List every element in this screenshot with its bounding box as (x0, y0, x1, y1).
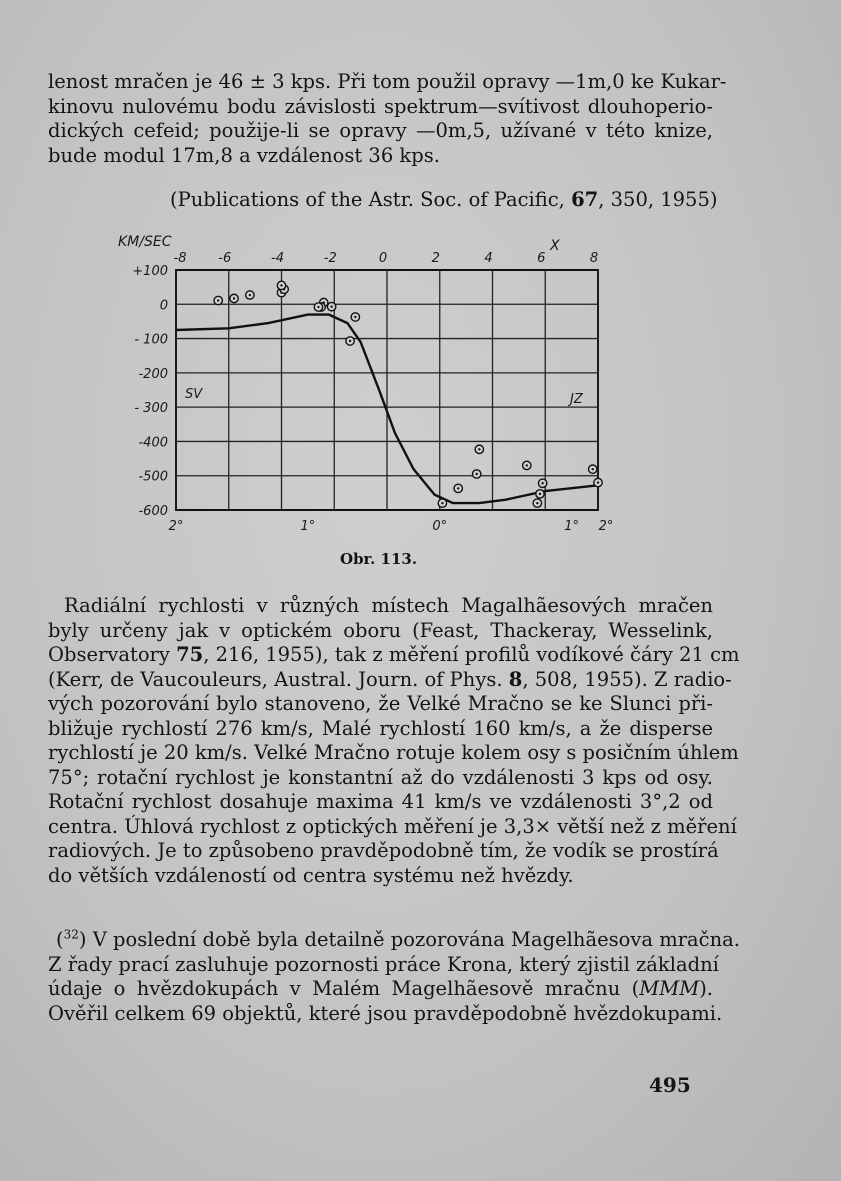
data-point (536, 490, 544, 498)
data-point-center (330, 305, 332, 307)
text-line: 75°; rotační rychlost je konstantní až do vzdálenosti 3 kps od osy. (48, 765, 713, 789)
chart-tick-labels (118, 234, 613, 534)
text-line: Z řady prací zasluhuje pozornosti práce Krona, který zjistil základní (48, 952, 719, 976)
text-line: dických cefeid; použije-li se opravy —0m,5, užívané v této knize, (48, 119, 713, 142)
data-point-center (478, 448, 480, 450)
bottom-tick-label: 2° (598, 519, 614, 534)
data-point (594, 478, 602, 486)
text-line: lenost mračen je 46 ± 3 kps. Při tom použil opravy —1m,0 ke Kukar- (48, 70, 727, 93)
bottom-tick-label: 1° (564, 519, 580, 534)
data-point (246, 291, 254, 299)
figure-caption: Obr. 113. (340, 550, 418, 568)
data-point-center (217, 299, 219, 301)
data-point (472, 470, 480, 478)
text-line: do větších vzdáleností od centra systému než hvězdy. (48, 863, 574, 887)
data-point-center (457, 487, 459, 489)
data-point-center (536, 502, 538, 504)
data-point (230, 294, 238, 302)
bottom-tick-label: 2° (168, 519, 184, 534)
text-line: ($^{32}$) V poslední době byla detailně pozorována Magelhãesova mračna. (56, 927, 740, 951)
data-point (346, 337, 354, 345)
text-line: Rotační rychlost dosahuje maxima 41 km/s ve vzdálenosti 3°,2 od (48, 790, 713, 813)
bottom-tick-label: 0° (432, 519, 448, 534)
paragraph-radial-velocities (48, 594, 740, 888)
left-tick-label: - 300 (134, 401, 168, 417)
text-line: kinovu nulovému bodu závislosti spektrum—svítivost dlouhoperio- (48, 94, 713, 118)
data-point-center (475, 473, 477, 475)
data-point (214, 296, 222, 304)
paragraph-continuation (48, 70, 727, 168)
data-point (589, 465, 597, 473)
data-point-center (526, 464, 528, 466)
left-tick-label: -400 (138, 435, 168, 451)
y-axis-label: KM/SEC (118, 234, 172, 250)
radial-velocity-chart (110, 228, 620, 548)
text-line: byly určeny jak v optickém oboru (Feast, Thackeray, Wesselink, (48, 618, 713, 642)
data-point-center (441, 502, 443, 504)
data-point-center (317, 306, 319, 308)
top-tick-label: -8 (173, 251, 187, 266)
top-tick-label: 6 (537, 251, 546, 266)
chart-grid (176, 270, 598, 510)
text-line: radiových. Je to způsobeno pravděpodobně tím, že vodík se prostírá (48, 839, 719, 862)
top-tick-label: -6 (218, 251, 232, 266)
data-point-center (597, 481, 599, 483)
text-line: Radiální rychlosti v různých místech Magalhãesových mračen (64, 594, 713, 617)
data-point (277, 281, 285, 289)
left-tick-label: -200 (138, 366, 168, 382)
text-line: vých pozorování bylo stanoveno, že Velké Mračno se ke Slunci při- (48, 692, 713, 715)
data-point (475, 445, 483, 453)
data-point-center (539, 493, 541, 495)
text-line: centra. Úhlová rychlost z optických měření je 3,3× větší než z měření (48, 814, 737, 838)
text-line: bližuje rychlostí 276 km/s, Malé rychlostí 160 km/s, a že disperse (48, 716, 713, 740)
data-point-center (541, 482, 543, 484)
left-tick-label: +100 (132, 264, 168, 279)
left-tick-label: - 100 (134, 332, 168, 348)
citation: (Publications of the Astr. Soc. of Pacific, 67, 350, 1955) (170, 188, 718, 211)
footnote-mark: 32 (63, 927, 79, 942)
left-tick-label: 0 (159, 298, 168, 314)
top-tick-label: 0 (378, 251, 388, 266)
text-line: bude modul 17m,8 a vzdálenost 36 kps. (48, 143, 440, 167)
top-tick-label: -4 (271, 251, 284, 266)
text-line: Observatory 75, 216, 1955), tak z měření profilů vodíkové čáry 21 cm (48, 643, 740, 666)
data-point (454, 484, 462, 492)
paragraph-footnote-32 (48, 927, 740, 1026)
data-points (214, 281, 602, 507)
top-tick-label: -2 (323, 251, 337, 266)
data-point (533, 499, 541, 507)
text-line: rychlostí je 20 km/s. Velké Mračno rotuje kolem osy s posičním úhlem (48, 741, 739, 764)
data-point-center (249, 294, 251, 296)
top-tick-label: 2 (431, 251, 440, 266)
data-point-center (349, 340, 351, 342)
data-point-center (592, 468, 594, 470)
data-point (351, 313, 359, 321)
text-line: údaje o hvězdokupách v Malém Magelhãesově mračnu (MMM). (48, 977, 713, 1000)
text-line: Ověřil celkem 69 objektů, které jsou pravděpodobně hvězdokupami. (48, 1001, 723, 1025)
top-tick-label: 4 (484, 251, 493, 266)
region-label-sv: SV (185, 387, 203, 402)
left-tick-label: -500 (138, 469, 168, 485)
data-point (523, 461, 531, 469)
data-point (538, 479, 546, 487)
data-point-center (354, 316, 356, 318)
region-label-jz: JZ (570, 392, 583, 407)
data-point (438, 499, 446, 507)
data-point (327, 302, 335, 310)
text-line: (Kerr, de Vaucouleurs, Austral. Journ. of Phys. 8, 508, 1955). Z radio- (48, 667, 732, 691)
page-number: 495 (649, 1073, 691, 1097)
x-axis-label: X (550, 238, 560, 254)
data-point-center (280, 284, 282, 286)
left-tick-label: -600 (138, 504, 168, 519)
top-tick-label: 8 (589, 251, 599, 266)
bottom-tick-label: 1° (300, 519, 316, 534)
data-point-center (233, 297, 235, 299)
data-point (314, 303, 322, 311)
